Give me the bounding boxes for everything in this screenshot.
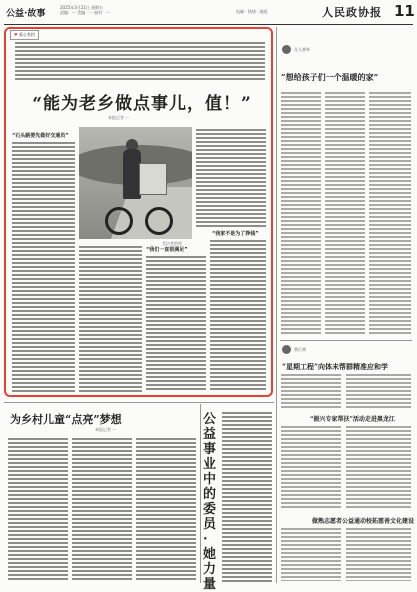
right-column-7 xyxy=(346,424,411,509)
bottom-column-2 xyxy=(72,436,132,582)
heart-icon: ♥ xyxy=(14,32,18,37)
article-subhead-3: “我家不是为了挣钱” xyxy=(212,231,259,237)
article-column-4b xyxy=(210,238,266,392)
bottom-column-3 xyxy=(136,436,196,582)
person-icon xyxy=(282,45,291,54)
right-tag: 凡人善举 xyxy=(294,47,310,52)
bottom-article-title[interactable]: 为乡村儿童“点亮”梦想 xyxy=(10,413,122,426)
photo-rear-wheel xyxy=(145,207,173,235)
bottom-column-1 xyxy=(8,436,68,582)
right-divider-1 xyxy=(280,340,412,341)
bottom-vertical-divider xyxy=(200,404,201,583)
photo-caption: 受访者供图 xyxy=(162,241,182,246)
article-photo[interactable] xyxy=(79,127,192,239)
right-article-title-2[interactable]: “星期工程”向体未帮群精准应和学 xyxy=(282,362,389,371)
header-rule xyxy=(4,24,413,25)
article-column-2 xyxy=(79,244,142,392)
photo-front-wheel xyxy=(105,207,133,235)
contact-line: 电邮 · 热线 · 地址 xyxy=(236,9,268,14)
date-line: 2025年3月21日 星期五 xyxy=(60,5,104,10)
right-column-3 xyxy=(369,90,411,335)
editor-line: 责编：··· 美编：··· 校对：··· xyxy=(60,10,110,15)
right-column-8 xyxy=(281,526,341,581)
person-icon xyxy=(282,345,291,354)
right-divider xyxy=(276,27,277,583)
newspaper-brand: 人民政协报 xyxy=(322,6,382,19)
vertical-article-title[interactable]: 公益事业中的委员·她力量 xyxy=(203,412,217,592)
right-column-6 xyxy=(281,424,341,509)
article-column-1 xyxy=(12,140,75,392)
article-subhead-2: “我们一直很满足” xyxy=(146,247,188,253)
right-article-title-4[interactable]: 做熟志愿者公益通动校拓慈善文化建设 xyxy=(312,518,415,525)
bottom-byline: 本报记者 ··· xyxy=(95,427,117,432)
article-lead-paragraph xyxy=(15,40,265,80)
right-tag-2: 我行善 xyxy=(294,347,306,352)
header-meta xyxy=(60,5,140,15)
right-column-2 xyxy=(325,90,365,335)
right-article-title-3[interactable]: “振兴专家帮扶”活动走进黑龙江 xyxy=(310,416,395,423)
photo-cargo xyxy=(139,163,167,195)
right-column-5 xyxy=(346,372,411,408)
bottom-divider xyxy=(4,402,274,403)
article-title[interactable]: “能为老乡做点事儿，值！” xyxy=(32,94,252,114)
column-label xyxy=(10,30,39,40)
section-title: 公益·故事 xyxy=(6,9,46,19)
article-byline: 本报记者 ··· xyxy=(108,115,130,120)
bottom-column-4 xyxy=(222,410,272,582)
article-column-4a xyxy=(196,127,266,227)
right-article-title[interactable]: “想给孩子们一个温暖的家” xyxy=(281,72,379,82)
article-column-3 xyxy=(146,254,206,392)
article-subhead-1: “石头路要先做好交通员” xyxy=(12,133,69,139)
right-column-4 xyxy=(281,372,341,408)
right-column-9 xyxy=(346,526,411,581)
column-label-text: 爱心有约 xyxy=(18,32,35,37)
page-number: 11 xyxy=(394,2,415,20)
right-column-1 xyxy=(281,90,321,335)
